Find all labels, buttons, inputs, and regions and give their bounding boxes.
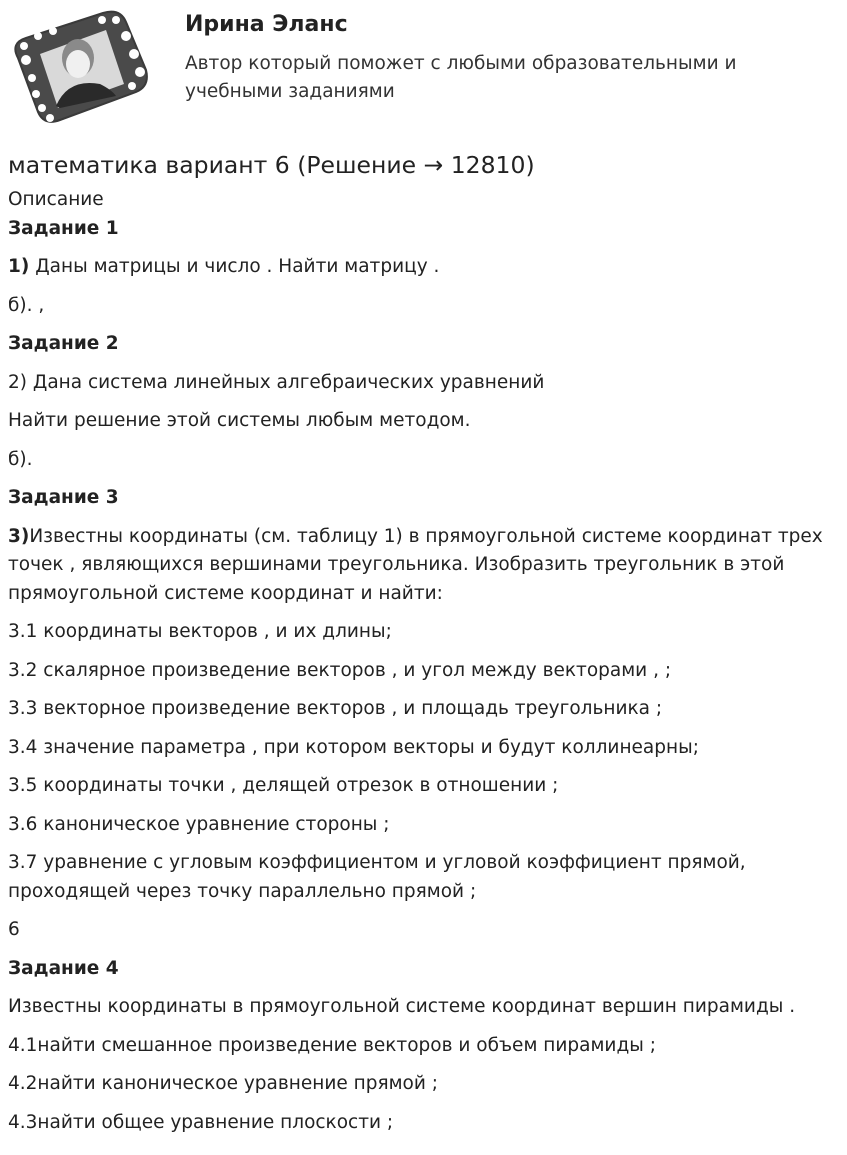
task4-item: 4.1найти смешанное произведение векторов и объем пирамиды ;: [8, 1034, 656, 1056]
task4-item: 4.2найти каноническое уравнение прямой ;: [8, 1073, 439, 1094]
task2-heading: Задание 2: [8, 333, 119, 354]
task1-body: Даны матрицы и число . Найти матрицу .: [29, 256, 440, 277]
task3-item: 3.1 координаты векторов , и их длины;: [8, 621, 392, 642]
task2-line3: б).: [8, 448, 33, 470]
task3-text: [8, 523, 838, 609]
task4-heading: Задание 4: [8, 957, 119, 979]
task2-line1: 2) Дана система линейных алгебраических уравнений: [8, 371, 545, 393]
task3-item: 3.2 скалярное произведение векторов , и угол между векторами , ;: [8, 659, 672, 681]
author-header: [0, 0, 847, 140]
page-content: [8, 148, 838, 1137]
task1-text: [8, 253, 838, 282]
task2-line2: Найти решение этой системы любым методом.: [8, 410, 471, 431]
description-label: Описание: [8, 189, 104, 210]
task3-tail: 6: [8, 919, 20, 940]
film-frame-avatar-icon: [8, 8, 150, 128]
task1-number: 1): [8, 256, 30, 277]
task3-item: 3.6 каноническое уравнение стороны ;: [8, 813, 390, 835]
author-name[interactable]: Ирина Эланс: [185, 12, 348, 37]
author-avatar[interactable]: [8, 8, 150, 128]
task3-item: 3.4 значение параметра , при котором векторы и будут коллинеарны;: [8, 736, 699, 758]
task1-line2: б). ,: [8, 294, 45, 316]
task3-item: 3.3 векторное произведение векторов , и площадь треугольника ;: [8, 698, 663, 719]
task3-item: 3.5 координаты точки , делящей отрезок в отношении ;: [8, 775, 559, 796]
task4-intro: Известны координаты в прямоугольной системе координат вершин пирамиды .: [8, 996, 796, 1017]
page-title: математика вариант 6 (Решение → 12810): [8, 151, 535, 179]
task3-number: 3): [8, 525, 30, 547]
task3-heading: Задание 3: [8, 487, 119, 508]
task3-body: Известны координаты (см. таблицу 1) в прямоугольной системе координат трех точек , являющихся вершинами треугольника. Изобразить треугольник в этой прямоугольной системе координат и найти:: [8, 525, 823, 604]
task4-item: 4.3найти общее уравнение плоскости ;: [8, 1111, 394, 1133]
task3-item: 3.7 уравнение с угловым коэффициентом и угловой коэффициент прямой, проходящей через точку параллельно прямой ;: [8, 852, 746, 902]
author-description: Автор который поможет с любыми образовательными и учебными заданиями: [185, 53, 737, 102]
task1-heading: Задание 1: [8, 217, 119, 239]
